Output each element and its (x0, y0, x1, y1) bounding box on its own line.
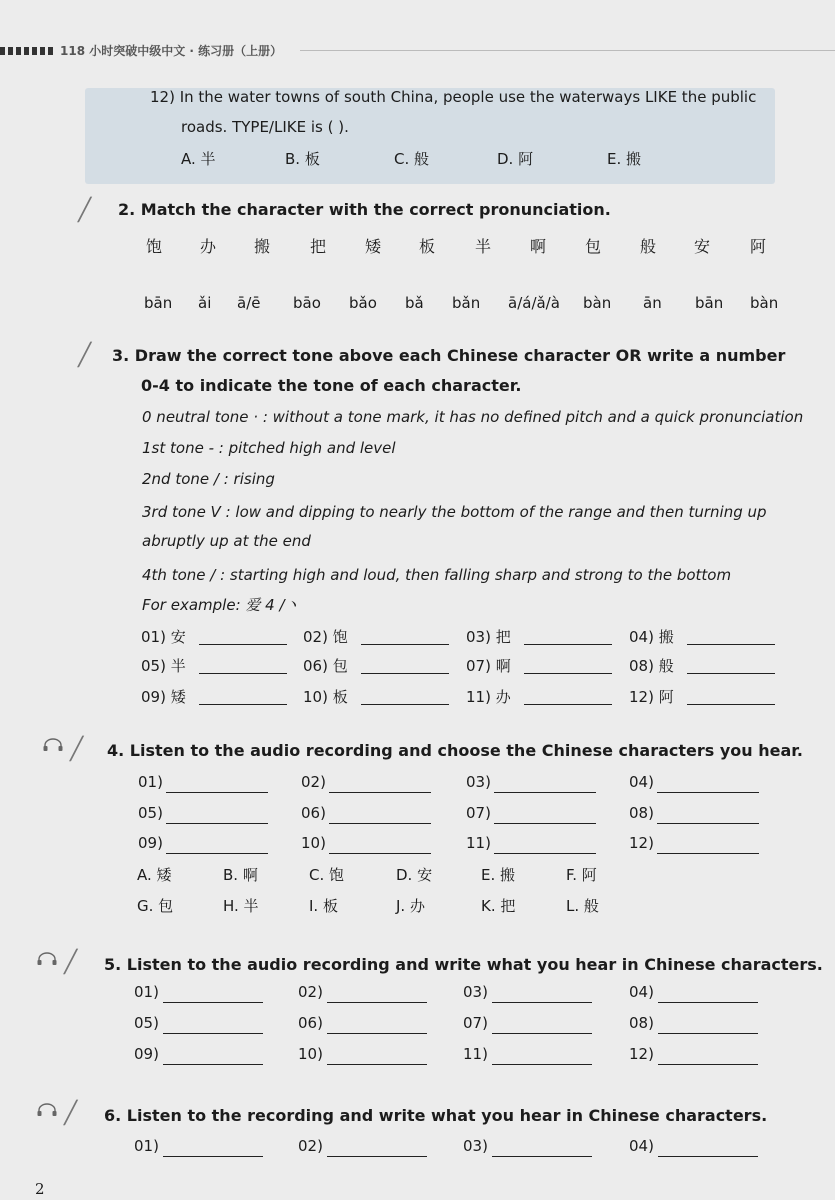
answer-blank[interactable] (329, 853, 431, 854)
q12-option-b: B. 板 (285, 150, 320, 168)
answer-blank[interactable] (329, 792, 431, 793)
answer-item: 04) (629, 1137, 654, 1155)
answer-item: 09) (134, 1045, 159, 1063)
answer-item: 08) (629, 804, 654, 822)
answer-blank[interactable] (657, 853, 759, 854)
answer-blank[interactable] (658, 1064, 758, 1065)
answer-item: 06) (301, 804, 326, 822)
slash-mark: ╱ (64, 950, 78, 975)
section3-title-line2: 0-4 to indicate the tone of each character. (141, 376, 522, 395)
section5-title: 5. Listen to the audio recording and write what you hear in Chinese characters. (104, 955, 823, 974)
answer-blank[interactable] (166, 853, 268, 854)
header-decoration (0, 47, 54, 55)
answer-blank[interactable] (329, 823, 431, 824)
answer-blank[interactable] (166, 792, 268, 793)
slash-mark: ╱ (70, 737, 84, 762)
answer-blank[interactable] (524, 673, 612, 674)
answer-blank[interactable] (658, 1002, 758, 1003)
answer-item: 02) (298, 983, 323, 1001)
answer-item: 07) (463, 1014, 488, 1032)
answer-item: 06) (298, 1014, 323, 1032)
pinyin: bàn (750, 294, 779, 312)
answer-blank[interactable] (163, 1033, 263, 1034)
answer-blank[interactable] (492, 1064, 592, 1065)
answer-blank[interactable] (494, 823, 596, 824)
answer-blank[interactable] (657, 792, 759, 793)
answer-blank[interactable] (494, 792, 596, 793)
running-header: 118 小时突破中级中文 · 练习册（上册） (60, 44, 283, 58)
answer-item: 05) (134, 1014, 159, 1032)
answer-blank[interactable] (687, 704, 775, 705)
pinyin: ā/á/ǎ/à (508, 294, 560, 312)
slash-mark: ╱ (64, 1101, 78, 1126)
page-number: 2 (35, 1180, 45, 1198)
pinyin: ǎi (198, 294, 212, 312)
slash-mark: ╱ (78, 343, 92, 368)
headphones-icon (36, 952, 58, 966)
answer-blank[interactable] (494, 853, 596, 854)
answer-blank[interactable] (163, 1064, 263, 1065)
answer-item: 04) (629, 773, 654, 791)
tone-item: 01) 安 (141, 628, 186, 646)
option-choice: F. 阿 (566, 866, 597, 884)
option-choice: J. 办 (396, 897, 425, 915)
option-choice: H. 半 (223, 897, 259, 915)
tone-item: 03) 把 (466, 628, 511, 646)
tone-third: 3rd tone V : low and dipping to nearly the bottom of the range and then turning up (142, 503, 767, 521)
headphones-icon (36, 1103, 58, 1117)
answer-blank[interactable] (361, 704, 449, 705)
answer-item: 10) (298, 1045, 323, 1063)
tone-item: 06) 包 (303, 657, 348, 675)
answer-blank[interactable] (492, 1033, 592, 1034)
answer-blank[interactable] (524, 704, 612, 705)
answer-blank[interactable] (524, 644, 612, 645)
section3-title-line1: 3. Draw the correct tone above each Chinese character OR write a number (112, 346, 786, 365)
answer-item: 07) (466, 804, 491, 822)
answer-blank[interactable] (492, 1156, 592, 1157)
answer-item: 08) (629, 1014, 654, 1032)
pinyin: ā/ē (237, 294, 261, 312)
answer-blank[interactable] (199, 644, 287, 645)
option-choice: A. 矮 (137, 866, 172, 884)
pinyin: ān (643, 294, 662, 312)
tone-example: For example: 爱 4 /丶 (142, 596, 300, 614)
answer-item: 03) (466, 773, 491, 791)
answer-item: 12) (629, 834, 654, 852)
tone-item: 05) 半 (141, 657, 186, 675)
answer-item: 11) (463, 1045, 488, 1063)
section4-title: 4. Listen to the audio recording and choose the Chinese characters you hear. (107, 741, 803, 760)
answer-item: 02) (301, 773, 326, 791)
tone-second: 2nd tone / : rising (142, 470, 275, 488)
pinyin: bān (144, 294, 173, 312)
q12-option-a: A. 半 (181, 150, 216, 168)
answer-item: 05) (138, 804, 163, 822)
section2-title: 2. Match the character with the correct pronunciation. (118, 200, 611, 219)
answer-blank[interactable] (199, 704, 287, 705)
tone-item: 11) 办 (466, 688, 511, 706)
tone-item: 02) 饱 (303, 628, 348, 646)
character: 包 (585, 237, 602, 256)
pinyin: bǎo (349, 294, 377, 312)
q12-text-line2: roads. TYPE/LIKE is ( ). (181, 118, 349, 136)
tone-fourth: 4th tone / : starting high and loud, then falling sharp and strong to the bottom (142, 566, 732, 584)
answer-blank[interactable] (658, 1033, 758, 1034)
tone-third-cont: abruptly up at the end (142, 532, 311, 550)
character: 半 (475, 237, 492, 256)
pinyin: bāo (293, 294, 321, 312)
answer-item: 11) (466, 834, 491, 852)
character: 把 (310, 237, 327, 256)
character: 啊 (530, 237, 547, 256)
q12-option-e: E. 搬 (607, 150, 642, 168)
q12-text-line1: 12) In the water towns of south China, people use the waterways LIKE the public (150, 88, 757, 106)
answer-blank[interactable] (327, 1064, 427, 1065)
tone-item: 08) 般 (629, 657, 674, 675)
option-choice: E. 搬 (481, 866, 516, 884)
answer-item: 02) (298, 1137, 323, 1155)
answer-item: 01) (138, 773, 163, 791)
answer-blank[interactable] (657, 823, 759, 824)
answer-item: 01) (134, 983, 159, 1001)
answer-blank[interactable] (687, 673, 775, 674)
character: 饱 (146, 237, 163, 256)
tone-item: 07) 啊 (466, 657, 511, 675)
answer-blank[interactable] (361, 644, 449, 645)
character: 安 (694, 237, 711, 256)
header-rule (300, 50, 835, 51)
option-choice: D. 安 (396, 866, 433, 884)
answer-item: 12) (629, 1045, 654, 1063)
slash-mark: ╱ (78, 198, 92, 223)
answer-item: 09) (138, 834, 163, 852)
character: 搬 (254, 237, 271, 256)
answer-item: 10) (301, 834, 326, 852)
answer-blank[interactable] (199, 673, 287, 674)
answer-item: 01) (134, 1137, 159, 1155)
answer-blank[interactable] (327, 1002, 427, 1003)
tone-item: 04) 搬 (629, 628, 674, 646)
answer-blank[interactable] (492, 1002, 592, 1003)
tone-first: 1st tone - : pitched high and level (142, 439, 396, 457)
character: 办 (200, 237, 217, 256)
pinyin: bàn (583, 294, 612, 312)
answer-blank[interactable] (658, 1156, 758, 1157)
tone-item: 10) 板 (303, 688, 348, 706)
section6-title: 6. Listen to the recording and write what you hear in Chinese characters. (104, 1106, 768, 1125)
option-choice: C. 饱 (309, 866, 345, 884)
character: 矮 (365, 237, 382, 256)
option-choice: B. 啊 (223, 866, 258, 884)
q12-option-c: C. 般 (394, 150, 430, 168)
answer-blank[interactable] (163, 1156, 263, 1157)
answer-item: 04) (629, 983, 654, 1001)
option-choice: G. 包 (137, 897, 174, 915)
q12-option-d: D. 阿 (497, 150, 534, 168)
answer-blank[interactable] (163, 1002, 263, 1003)
option-choice: I. 板 (309, 897, 338, 915)
option-choice: K. 把 (481, 897, 516, 915)
answer-blank[interactable] (327, 1156, 427, 1157)
headphones-icon (42, 738, 64, 752)
answer-blank[interactable] (687, 644, 775, 645)
answer-item: 03) (463, 1137, 488, 1155)
pinyin: bān (695, 294, 724, 312)
answer-blank[interactable] (361, 673, 449, 674)
tone-neutral: 0 neutral tone · : without a tone mark, it has no defined pitch and a quick pronunciation (142, 408, 804, 426)
pinyin: bǎn (452, 294, 481, 312)
character: 板 (419, 237, 436, 256)
answer-blank[interactable] (327, 1033, 427, 1034)
pinyin: bǎ (405, 294, 424, 312)
character: 阿 (750, 237, 767, 256)
answer-item: 03) (463, 983, 488, 1001)
tone-item: 12) 阿 (629, 688, 674, 706)
option-choice: L. 般 (566, 897, 599, 915)
tone-item: 09) 矮 (141, 688, 186, 706)
character: 般 (640, 237, 657, 256)
answer-blank[interactable] (166, 823, 268, 824)
